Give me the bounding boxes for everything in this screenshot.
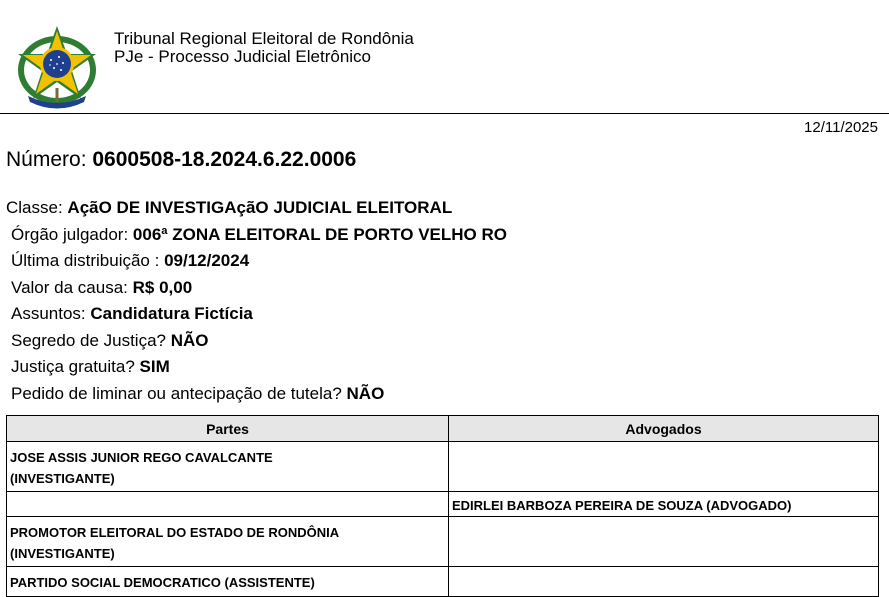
parte-cell <box>7 442 449 492</box>
orgao-value: 006ª ZONA ELEITORAL DE PORTO VELHO RO <box>132 225 507 244</box>
process-number-label: Número: <box>6 148 87 171</box>
field-pedido-liminar <box>11 384 384 404</box>
field-classe <box>6 198 452 218</box>
table-row <box>7 517 879 567</box>
advogado-cell <box>449 442 879 492</box>
table-row <box>7 567 879 597</box>
gratuita-label: Justiça gratuita? <box>11 357 135 376</box>
classe-value: AçãO DE INVESTIGAçãO JUDICIAL ELEITORAL <box>67 198 453 217</box>
court-name <box>114 30 414 66</box>
parties-table <box>6 415 879 597</box>
assuntos-value: Candidatura Fictícia <box>90 304 253 323</box>
document-header <box>0 0 889 114</box>
table-header-row <box>7 416 879 442</box>
system-name-line2: PJe - Processo Judicial Eletrônico <box>114 47 372 66</box>
segredo-label: Segredo de Justiça? <box>11 331 166 350</box>
field-justica-gratuita <box>11 357 170 377</box>
assuntos-label: Assuntos: <box>11 304 86 323</box>
parte-cell <box>7 492 449 517</box>
process-number <box>6 148 356 172</box>
document-date: 12/11/2025 <box>804 119 878 136</box>
liminar-label: Pedido de liminar ou antecipação de tutela? <box>11 384 342 403</box>
advogado-cell <box>449 567 879 597</box>
field-assuntos <box>11 304 253 324</box>
parte-cell <box>7 517 449 567</box>
parte-role: (INVESTIGANTE) <box>10 471 115 486</box>
field-valor-causa <box>11 278 192 298</box>
gratuita-value: SIM <box>139 357 170 376</box>
parte-name: PROMOTOR ELEITORAL DO ESTADO DE RONDÔNIA <box>10 525 340 540</box>
segredo-value: NÃO <box>170 331 209 350</box>
classe-label: Classe: <box>6 198 63 217</box>
distribuicao-value: 09/12/2024 <box>164 251 250 270</box>
field-ultima-distribuicao <box>11 251 249 271</box>
process-number-value: 0600508-18.2024.6.22.0006 <box>92 148 357 171</box>
field-segredo-justica <box>11 331 209 351</box>
table-row <box>7 492 879 517</box>
distribuicao-label: Última distribuição : <box>11 251 160 270</box>
court-name-line1: Tribunal Regional Eleitoral de Rondônia <box>114 29 414 48</box>
field-orgao-julgador <box>11 225 507 245</box>
parte-name: JOSE ASSIS JUNIOR REGO CAVALCANTE <box>10 450 273 465</box>
column-header-partes: Partes <box>7 416 449 442</box>
parte-role: (INVESTIGANTE) <box>10 546 115 561</box>
valor-label: Valor da causa: <box>11 278 128 297</box>
column-header-advogados: Advogados <box>449 416 879 442</box>
advogado-cell: EDIRLEI BARBOZA PEREIRA DE SOUZA (ADVOGADO) <box>449 492 879 517</box>
parte-cell: PARTIDO SOCIAL DEMOCRATICO (ASSISTENTE) <box>7 567 449 597</box>
orgao-label: Órgão julgador: <box>11 225 129 244</box>
liminar-value: NÃO <box>346 384 385 403</box>
brazil-coat-of-arms-emblem <box>14 22 100 110</box>
advogado-cell <box>449 517 879 567</box>
table-row <box>7 442 879 492</box>
valor-value: R$ 0,00 <box>132 278 193 297</box>
